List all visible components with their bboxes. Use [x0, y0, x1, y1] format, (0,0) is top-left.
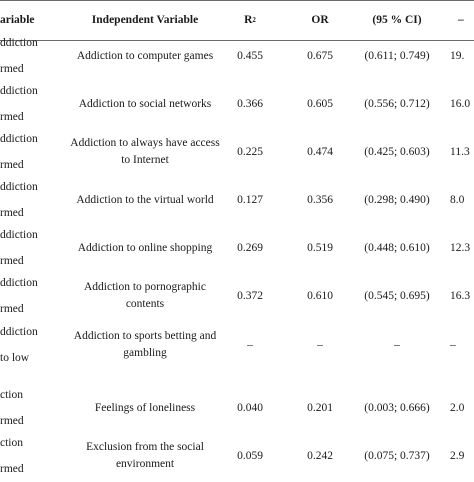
- r-squared-cell: 0.366: [237, 98, 263, 110]
- dependent-variable-line1: ddiction: [0, 133, 38, 145]
- dependent-variable-cell: [0, 430, 52, 482]
- confidence-interval-cell: (0.075; 0.737): [364, 450, 430, 462]
- dependent-variable-cell: [0, 174, 52, 226]
- odds-ratio-cell: 0.356: [307, 194, 333, 206]
- dependent-variable-line1: ddiction: [0, 326, 38, 338]
- r-squared-cell: –: [247, 339, 253, 351]
- last-column-cell: –: [450, 339, 456, 351]
- confidence-interval-cell: (0.545; 0.695): [364, 290, 430, 302]
- confidence-interval-cell: (0.003; 0.666): [364, 402, 430, 414]
- independent-variable-cell: [60, 325, 230, 365]
- dependent-variable-line2: to low: [0, 352, 30, 364]
- last-column-cell: 2.0: [450, 402, 465, 414]
- last-column-cell: 11.3: [450, 146, 470, 158]
- confidence-interval-cell: (0.611; 0.749): [364, 50, 430, 62]
- header-r2-label: R: [244, 14, 253, 26]
- dependent-variable-cell: [0, 382, 52, 434]
- last-column-cell: 19.: [450, 50, 465, 62]
- odds-ratio-cell: 0.610: [307, 290, 333, 302]
- dependent-variable-cell: [0, 270, 52, 322]
- odds-ratio-cell: 0.201: [307, 402, 333, 414]
- independent-variable-line1: Addiction to pornographic: [83, 281, 206, 293]
- dependent-variable-line1: ddiction: [0, 181, 38, 193]
- last-column-cell: 16.3: [450, 290, 471, 302]
- r-squared-cell: 0.372: [237, 290, 263, 302]
- dependent-variable-line1: ddiction: [0, 277, 38, 289]
- header-last-column: –: [458, 14, 464, 26]
- dependent-variable-line1: ddiction: [0, 37, 38, 49]
- r-squared-cell: 0.040: [237, 402, 263, 414]
- independent-variable-line1: Addiction to always have access: [70, 137, 220, 149]
- dependent-variable-line2: rmed: [0, 303, 24, 315]
- r-squared-cell: 0.059: [237, 450, 263, 462]
- header-confidence-interval: (95 % CI): [372, 14, 422, 26]
- independent-variable-line2: environment: [115, 458, 175, 470]
- independent-variable-cell: [60, 132, 230, 172]
- header-dependent-variable: ariable: [0, 14, 35, 26]
- header-r-squared: [225, 0, 275, 40]
- confidence-interval-cell: –: [394, 339, 400, 351]
- dependent-variable-cell: [0, 222, 52, 274]
- independent-variable-cell: [60, 84, 230, 124]
- odds-ratio-cell: 0.605: [307, 98, 333, 110]
- odds-ratio-cell: 0.474: [307, 146, 333, 158]
- independent-variable-cell: [60, 388, 230, 428]
- odds-ratio-cell: 0.675: [307, 50, 333, 62]
- dependent-variable-cell: [0, 126, 52, 178]
- dependent-variable-cell: [0, 78, 52, 130]
- independent-variable-line1: Addiction to social networks: [78, 97, 212, 110]
- r-squared-cell: 0.225: [237, 146, 263, 158]
- last-column-cell: 2.9: [450, 450, 465, 462]
- dependent-variable-line2: rmed: [0, 415, 24, 427]
- header-odds-ratio: OR: [311, 14, 329, 26]
- independent-variable-line2: contents: [125, 298, 165, 310]
- odds-ratio-cell: 0.519: [307, 242, 333, 254]
- independent-variable-line1: Addiction to sports betting and: [73, 330, 217, 342]
- last-column-cell: 12.3: [450, 242, 471, 254]
- confidence-interval-cell: (0.298; 0.490): [364, 194, 430, 206]
- dependent-variable-line1: ddiction: [0, 229, 38, 241]
- header-r2-superscript: 2: [252, 16, 256, 24]
- dependent-variable-line2: rmed: [0, 111, 24, 123]
- odds-ratio-cell: 0.242: [307, 450, 333, 462]
- dependent-variable-line1: ddiction: [0, 85, 38, 97]
- header-independent-variable: Independent Variable: [91, 14, 199, 26]
- confidence-interval-cell: (0.425; 0.603): [364, 146, 430, 158]
- dependent-variable-line1: ction: [0, 389, 23, 401]
- dependent-variable-line2: rmed: [0, 63, 24, 75]
- dependent-variable-line2: rmed: [0, 463, 24, 475]
- dependent-variable-cell: [0, 319, 52, 371]
- independent-variable-cell: [60, 436, 230, 476]
- dependent-variable-cell: [0, 30, 52, 82]
- independent-variable-cell: [60, 228, 230, 268]
- independent-variable-cell: [60, 276, 230, 316]
- confidence-interval-cell: (0.556; 0.712): [364, 98, 430, 110]
- independent-variable-line2: gambling: [123, 347, 167, 359]
- dependent-variable-line2: rmed: [0, 255, 24, 267]
- independent-variable-line1: Exclusion from the social: [86, 441, 204, 453]
- odds-ratio-cell: –: [317, 339, 323, 351]
- r-squared-cell: 0.127: [237, 194, 263, 206]
- confidence-interval-cell: (0.448; 0.610): [364, 242, 430, 254]
- last-column-cell: 8.0: [450, 194, 465, 206]
- dependent-variable-line2: rmed: [0, 207, 24, 219]
- independent-variable-line2: to Internet: [121, 154, 169, 166]
- dependent-variable-line2: rmed: [0, 159, 24, 171]
- independent-variable-cell: [60, 36, 230, 76]
- independent-variable-line1: Addiction to computer games: [76, 49, 214, 62]
- dependent-variable-line1: ction: [0, 437, 23, 449]
- independent-variable-line1: Feelings of loneliness: [94, 401, 196, 414]
- independent-variable-cell: [60, 180, 230, 220]
- independent-variable-line1: Addiction to online shopping: [77, 241, 213, 254]
- last-column-cell: 16.0: [450, 98, 471, 110]
- r-squared-cell: 0.269: [237, 242, 263, 254]
- r-squared-cell: 0.455: [237, 50, 263, 62]
- independent-variable-line1: Addiction to the virtual world: [76, 193, 214, 206]
